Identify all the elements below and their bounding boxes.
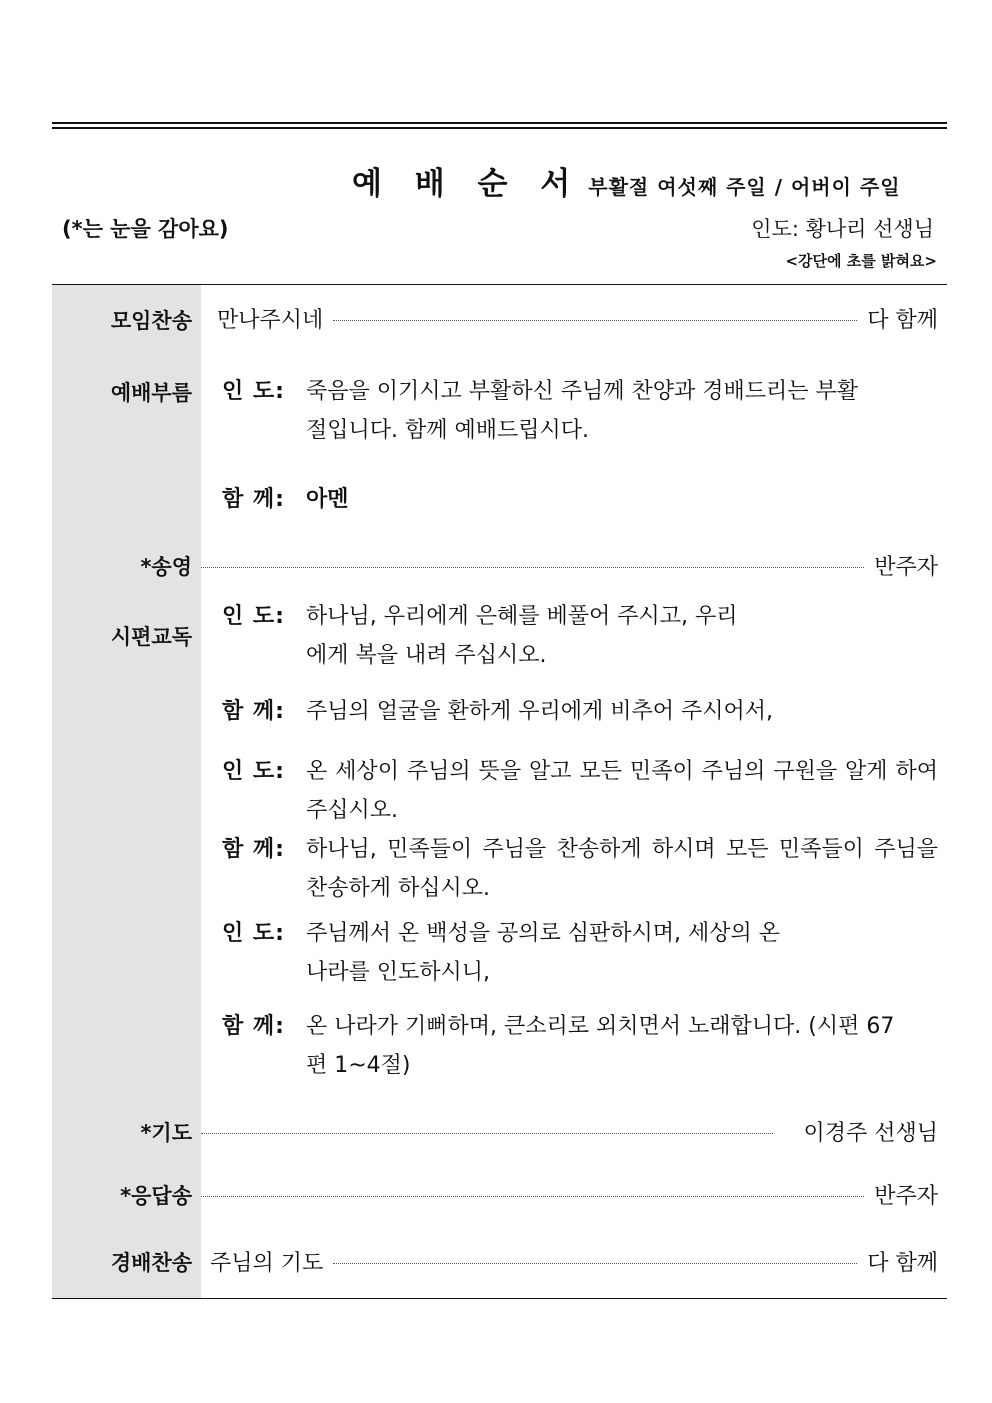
worship-hymn-row — [210, 1246, 938, 1277]
gathering-hymn-by: 다 함께 — [867, 308, 938, 333]
psalm-text: 온 나라가 기뻐하며, 큰소리로 외치면서 노래합니다. (시편 67편 1~4절) — [306, 1014, 895, 1078]
speaker-label: 함 께: — [222, 1014, 285, 1039]
label-prayer: *기도 — [140, 1121, 192, 1145]
call-to-worship-line-leader — [222, 372, 862, 450]
psalm-line-4 — [222, 830, 938, 908]
worship-hymn-by: 다 함께 — [867, 1251, 938, 1276]
dotted-leader — [201, 1132, 773, 1134]
dotted-leader — [333, 1262, 857, 1264]
dotted-leader — [201, 1195, 864, 1197]
psalm-line-3 — [222, 752, 938, 830]
gathering-hymn-row — [217, 303, 938, 334]
response-song-by: 반주자 — [874, 1184, 938, 1209]
psalm-line-5 — [222, 914, 782, 992]
doxology-row — [201, 550, 938, 581]
response-song-row — [201, 1179, 938, 1210]
worship-hymn-title: 주님의 기도 — [210, 1251, 324, 1276]
label-doxology: *송영 — [140, 555, 192, 579]
speaker-label: 인 도: — [222, 604, 285, 629]
section-rule-bottom — [52, 1298, 947, 1299]
speaker-label: 인 도: — [222, 759, 285, 784]
worship-leader: 인도: 황나리 선생님 — [751, 217, 934, 241]
title-line — [352, 158, 901, 203]
page-title: 예 배 순 서 — [352, 166, 582, 202]
dotted-leader — [333, 319, 857, 321]
psalm-text: 주님의 얼굴을 환하게 우리에게 비추어 주시어서, — [306, 699, 774, 724]
speaker-label: 인 도: — [222, 379, 285, 404]
speaker-label: 함 께: — [222, 699, 285, 724]
psalm-text: 온 세상이 주님의 뜻을 알고 모든 민족이 주님의 구원을 알게 하여 주십시오. — [306, 759, 938, 823]
psalm-text: 주님께서 온 백성을 공의로 심판하시며, 세상의 온 나라를 인도하시니, — [306, 921, 780, 985]
psalm-line-6 — [222, 1007, 902, 1085]
section-rule-top — [52, 284, 947, 285]
top-double-rule-inner — [52, 127, 947, 129]
label-call-to-worship: 예배부름 — [110, 381, 192, 405]
top-double-rule-outer — [52, 122, 947, 124]
doxology-by: 반주자 — [874, 555, 938, 580]
speaker-label: 인 도: — [222, 921, 285, 946]
prayer-by: 이경주 선생님 — [803, 1121, 938, 1146]
eyes-closed-note: (*는 눈을 감아요) — [62, 217, 229, 241]
page-subtitle: 부활절 여섯째 주일 / 어버이 주일 — [588, 175, 901, 199]
call-to-worship-text: 아멘 — [306, 487, 349, 512]
label-gathering-hymn: 모임찬송 — [110, 309, 192, 333]
call-to-worship-text: 죽음을 이기시고 부활하신 주님께 찬양과 경배드리는 부활절입니다. 함께 예배드립시다. — [306, 379, 859, 443]
prayer-row — [201, 1116, 938, 1147]
psalm-line-2 — [222, 692, 938, 731]
candle-note: <강단에 초를 밝혀요> — [785, 252, 937, 270]
call-to-worship-line-all — [222, 480, 938, 519]
label-psalm-reading: 시편교독 — [110, 625, 192, 649]
speaker-label: 함 께: — [222, 837, 285, 862]
label-worship-hymn: 경배찬송 — [110, 1251, 192, 1275]
psalm-text: 하나님, 민족들이 주님을 찬송하게 하시며 모든 민족들이 주님을 찬송하게 하십시오. — [306, 837, 938, 901]
psalm-line-1 — [222, 597, 752, 675]
label-response-song: *응답송 — [120, 1184, 192, 1208]
dotted-leader — [201, 566, 864, 568]
gathering-hymn-title: 만나주시네 — [217, 308, 324, 333]
psalm-text: 하나님, 우리에게 은혜를 베풀어 주시고, 우리에게 복을 내려 주십시오. — [306, 604, 738, 668]
speaker-label: 함 께: — [222, 487, 285, 512]
